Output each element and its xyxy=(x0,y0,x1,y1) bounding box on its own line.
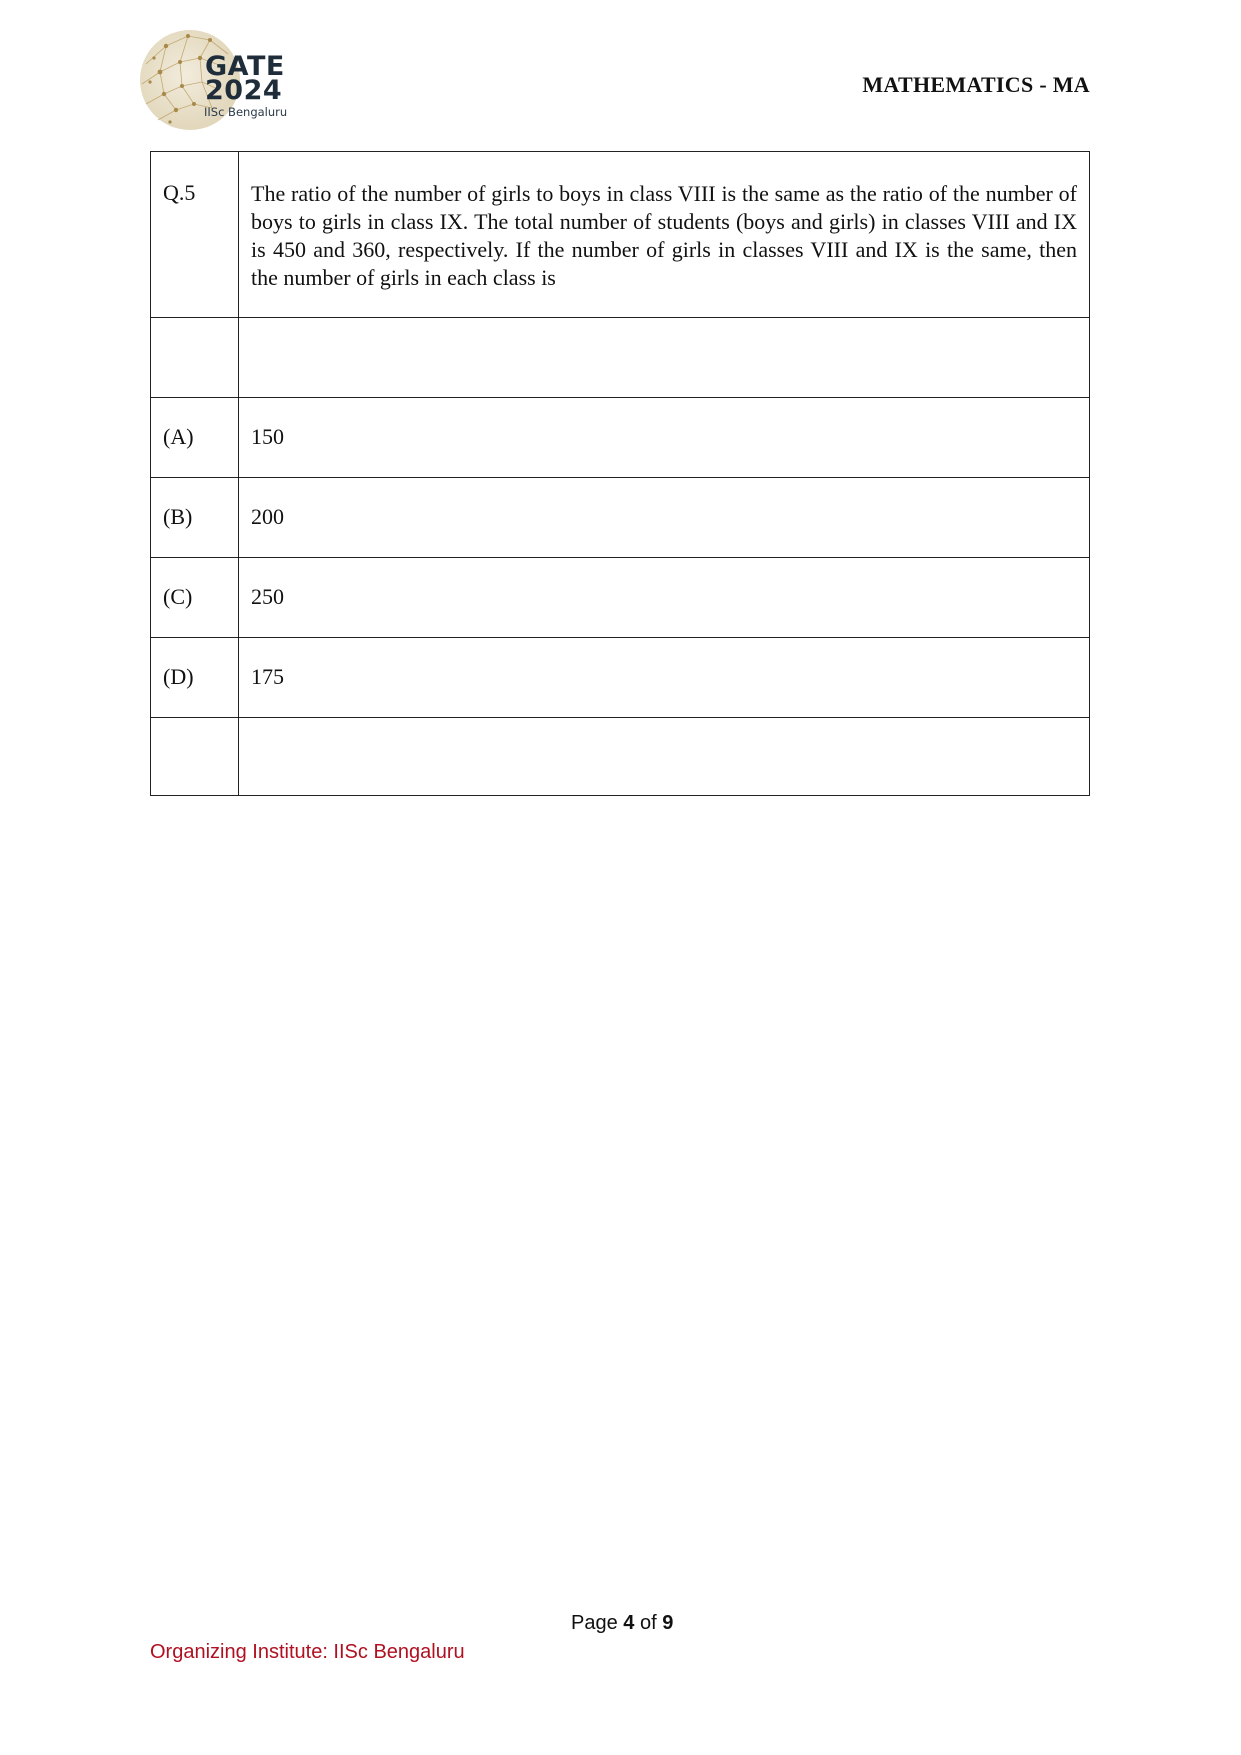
option-label: (A) xyxy=(151,398,239,478)
option-row-a xyxy=(151,398,1090,478)
option-value: 200 xyxy=(239,478,1090,558)
subject-title: MATHEMATICS - MA xyxy=(862,72,1090,97)
option-row-d xyxy=(151,638,1090,718)
gate-2024-logo xyxy=(136,24,296,136)
option-value: 250 xyxy=(239,558,1090,638)
option-label: (C) xyxy=(151,558,239,638)
question-text: The ratio of the number of girls to boys in class VIII is the same as the ratio of the number of boys to girls in class IX. The total number of students (boys and girls) in classes VIII and IX is 450 and 360, respectively. If the number of girls in classes VIII and IX is the same, then the number of girls in each class is xyxy=(251,181,1077,290)
option-row-b xyxy=(151,478,1090,558)
spacer-row xyxy=(151,318,1090,398)
option-label: (B) xyxy=(151,478,239,558)
option-value: 175 xyxy=(239,638,1090,718)
question-cell xyxy=(239,152,1090,318)
end-row xyxy=(151,718,1090,796)
page-prefix: Page xyxy=(571,1612,618,1634)
question-number: Q.5 xyxy=(151,152,239,318)
question-row xyxy=(151,152,1090,318)
organizing-institute: Organizing Institute: IISc Bengaluru xyxy=(150,1641,465,1663)
option-value: 150 xyxy=(239,398,1090,478)
question-table xyxy=(150,151,1090,796)
option-row-c xyxy=(151,558,1090,638)
page-current: 4 xyxy=(623,1612,635,1634)
logo-title: GATE xyxy=(205,51,285,82)
page-number xyxy=(571,1612,673,1635)
logo-year: 2024 xyxy=(205,75,283,106)
logo-institute: IISc Bengaluru xyxy=(204,105,288,119)
option-label: (D) xyxy=(151,638,239,718)
page-of: of xyxy=(639,1612,657,1634)
page-total: 9 xyxy=(662,1612,674,1634)
